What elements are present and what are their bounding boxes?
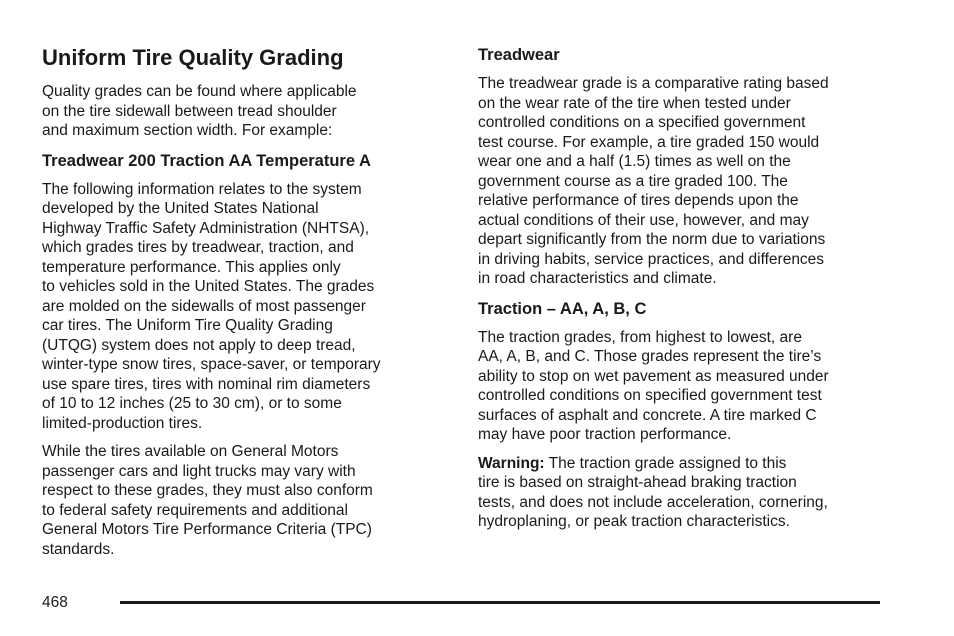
right-column [478,44,888,541]
page-number: 468 [42,594,68,611]
treadwear-paragraph: The treadwear grade is a comparative rating based on the wear rate of the tire when tested under controlled conditions on a specified government test course. For example, a tire graded 150 would wear one and a half (1.5) times as well on the government course as a tire graded 100. The relative performance of tires depends upon the actual conditions of their use, however, and may depart significantly from the norm due to variations in driving habits, service practices, and differences in road characteristics and climate. [478,75,829,287]
treadwear-heading: Treadwear [478,46,560,64]
nhtsa-paragraph: The following information relates to the system developed by the United States National Highway Traffic Safety Administration (NHTSA), which grades tires by treadwear, traction, and temperature performance. This applies only to vehicles sold in the United States. The grades are molded on the sidewalls of most passenger car tires. The Uniform Tire Quality Grading (UTQG) system does not apply to deep tread, winter-type snow tires, space-saver, or temporary use spare tires, tires with nominal rim diameters of 10 to 12 inches (25 to 30 cm), or to some limited-production tires. [42,180,381,432]
traction-heading: Traction – AA, A, B, C [478,299,647,318]
example-grade-heading: Treadwear 200 Traction AA Temperature A [42,151,371,170]
left-column [42,44,442,568]
warning-text: The traction grade assigned to this tire is based on straight-ahead braking traction tests, and does not include acceleration, cornering, hydroplaning, or peak traction characteristics. [478,454,828,530]
intro-paragraph: Quality grades can be found where applicable on the tire sidewall between tread shoulder and maximum section width. For example: [42,83,357,139]
warning-label: Warning: [478,454,545,472]
gm-paragraph: While the tires available on General Motors passenger cars and light trucks may vary with respect to these grades, they must also conform to federal safety requirements and additional General Motors Tire Performance Criteria (TPC) standards. [42,443,373,558]
section-title: Uniform Tire Quality Grading [42,45,344,70]
traction-paragraph: The traction grades, from highest to lowest, are AA, A, B, and C. Those grades represent the tire’s ability to stop on wet pavement as measured under controlled conditions on specified government test surfaces of asphalt and concrete. A tire marked C may have poor traction performance. [478,328,829,443]
footer-rule [120,601,880,604]
warning-paragraph [478,454,888,532]
